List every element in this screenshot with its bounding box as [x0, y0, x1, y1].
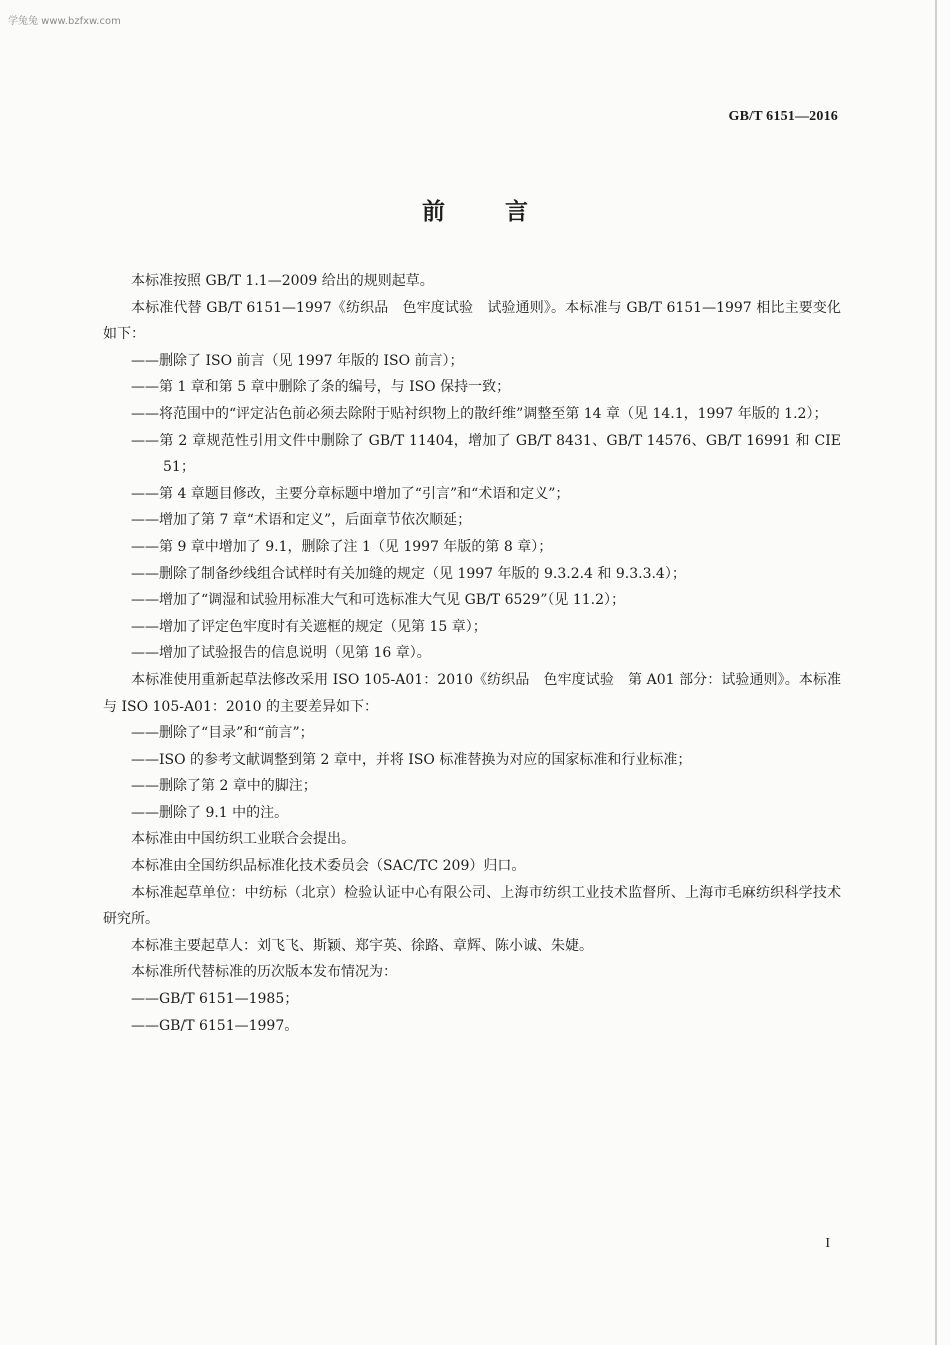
- paragraph: 本标准代替 GB/T 6151—1997《纺织品 色牢度试验 试验通则》。本标准与 GB/T 6151—1997 相比主要变化如下：: [103, 299, 841, 343]
- watermark: 学兔兔 www.bzfxw.com: [8, 16, 121, 27]
- page-title: 前 言: [421, 199, 554, 225]
- paragraph: 本标准主要起草人：刘飞飞、斯颖、郑宇英、徐路、章辉、陈小诚、朱婕。: [131, 937, 593, 954]
- list-item: ——删除了第 2 章中的脚注；: [131, 778, 317, 795]
- standard-number: GB/T 6151—2016: [728, 109, 838, 124]
- paragraph: 本标准由中国纺织工业联合会提出。: [131, 831, 355, 848]
- paragraph: 本标准所代替标准的历次版本发布情况为：: [131, 964, 397, 981]
- list-item: ——ISO 的参考文献调整到第 2 章中，并将 ISO 标准替换为对应的国家标准和行业标准；: [131, 751, 692, 768]
- list-item: ——增加了试验报告的信息说明（见第 16 章）。: [131, 645, 431, 662]
- paragraph: 本标准起草单位：中纺标（北京）检验认证中心有限公司、上海市纺织工业技术监督所、上海市毛麻纺织科学技术研究所。: [103, 884, 841, 928]
- list-item: ——第 2 章规范性引用文件中删除了 GB/T 11404，增加了 GB/T 8431、GB/T 14576、GB/T 16991 和 CIE 51；: [131, 432, 841, 476]
- list-item: ——GB/T 6151—1985；: [131, 991, 299, 1008]
- list-item: ——第 1 章和第 5 章中删除了条的编号，与 ISO 保持一致；: [131, 379, 511, 396]
- page-number: I: [825, 1236, 830, 1251]
- list-item: ——GB/T 6151—1997。: [131, 1017, 299, 1034]
- paragraph: 本标准由全国纺织品标准化技术委员会（SAC/TC 209）归口。: [131, 858, 526, 875]
- paragraph: 本标准按照 GB/T 1.1—2009 给出的规则起草。: [131, 273, 434, 289]
- foreword-body: [103, 268, 841, 1039]
- list-item: ——增加了“调湿和试验用标准大气和可选标准大气见 GB/T 6529”（见 11.2）；: [131, 592, 625, 609]
- list-item: ——删除了 ISO 前言（见 1997 年版的 ISO 前言）；: [131, 352, 464, 369]
- list-item: ——第 9 章中增加了 9.1，删除了注 1（见 1997 年版的第 8 章）；: [131, 538, 553, 555]
- list-item: ——增加了第 7 章“术语和定义”，后面章节依次顺延；: [131, 512, 472, 529]
- list-item: ——删除了 9.1 中的注。: [131, 804, 289, 821]
- list-item: ——将范围中的“评定沾色前必须去除附于贴衬织物上的散纤维”调整至第 14 章（见 14.1，1997 年版的 1.2）；: [131, 405, 828, 422]
- paragraph: 本标准使用重新起草法修改采用 ISO 105-A01：2010《纺织品 色牢度试验 第 A01 部分：试验通则》。本标准与 ISO 105-A01：2010 的主要差异如下：: [103, 671, 841, 715]
- list-item: ——删除了制备纱线组合试样时有关加缝的规定（见 1997 年版的 9.3.2.4 和 9.3.3.4）；: [131, 565, 686, 582]
- list-item: ——增加了评定色牢度时有关遮框的规定（见第 15 章）；: [131, 618, 487, 635]
- list-item: ——第 4 章题目修改，主要分章标题中增加了“引言”和“术语和定义”；: [131, 485, 570, 502]
- list-item: ——删除了“目录”和“前言”；: [131, 725, 314, 742]
